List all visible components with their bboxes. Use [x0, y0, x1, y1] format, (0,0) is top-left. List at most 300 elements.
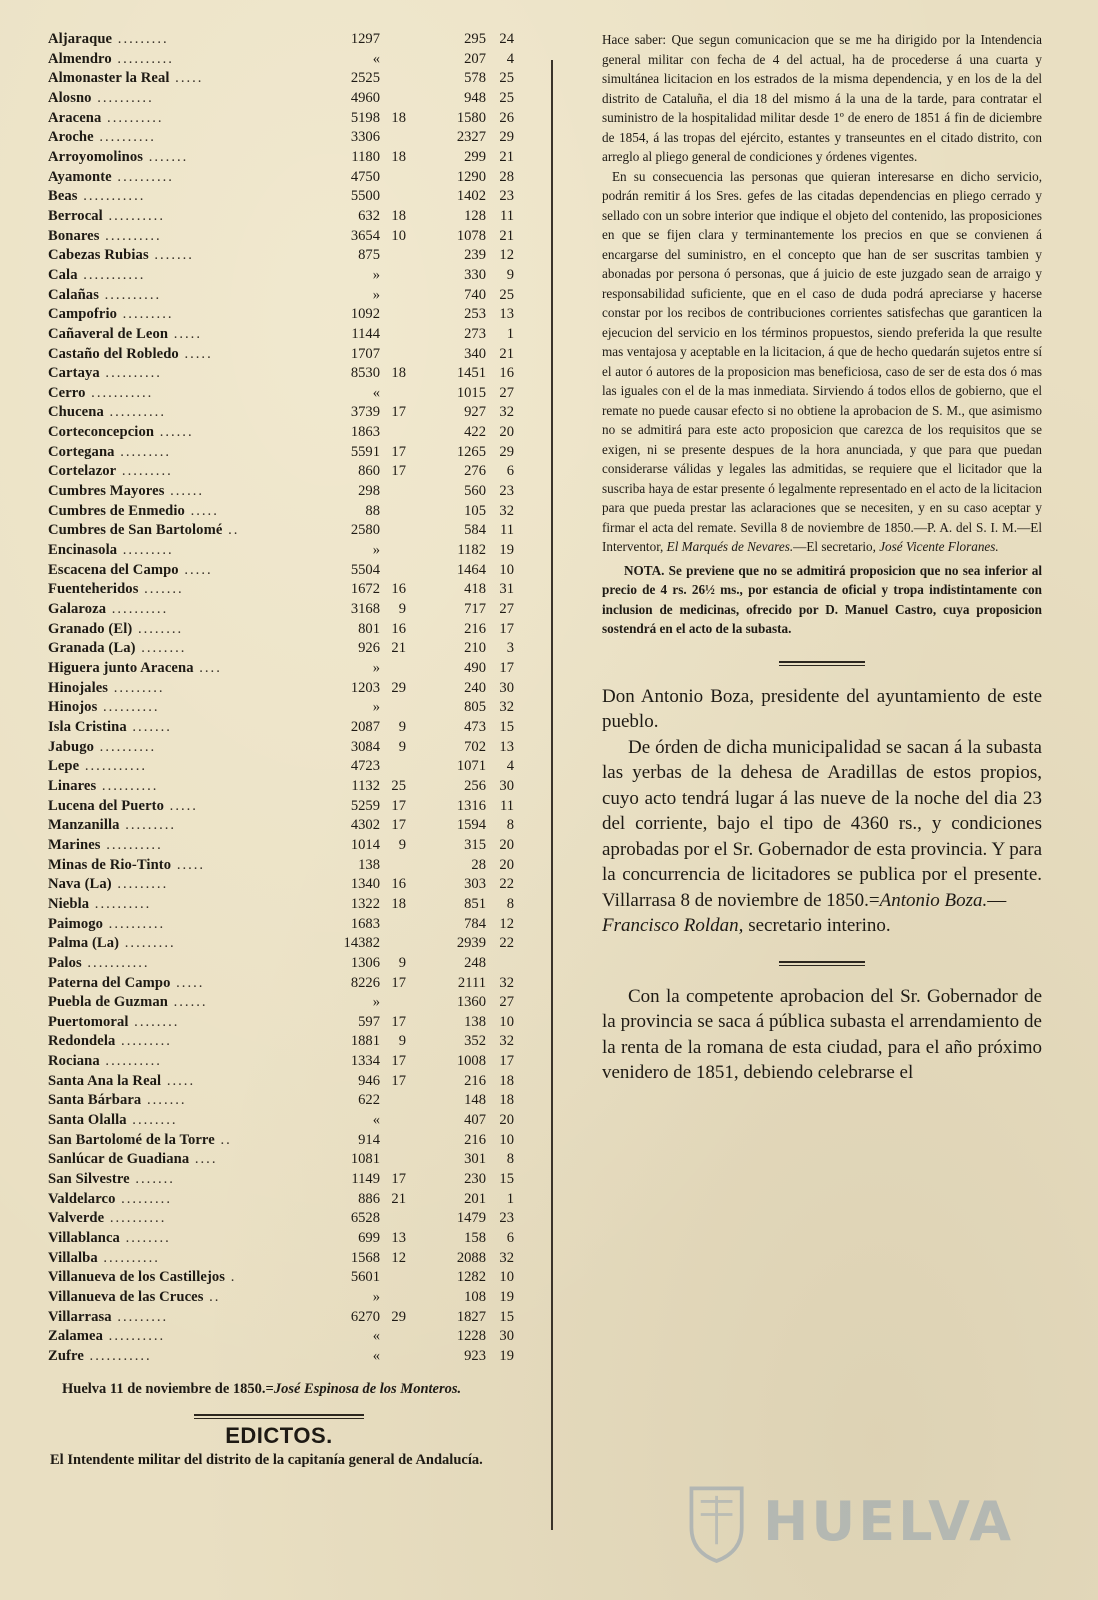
town-v1: 1672 — [350, 581, 380, 598]
leader-dots: .... — [189, 1151, 218, 1168]
town-v4: 24 — [499, 31, 514, 47]
town-v1: 1297 — [350, 31, 380, 47]
table-row — [48, 109, 514, 129]
town-v4: 10 — [499, 561, 514, 578]
table-row — [48, 384, 514, 404]
town-v1: 1306 — [350, 954, 380, 971]
left-signature-text: Huelva 11 de noviembre de 1850.= — [62, 1380, 274, 1397]
notice-signer-secretario: José Vicente Floranes. — [879, 539, 999, 554]
town-v3: 923 — [464, 1347, 486, 1364]
town-v2: 12 — [391, 1249, 406, 1266]
town-name — [48, 325, 328, 345]
town-v3: 108 — [464, 1289, 486, 1305]
town-v4: 6 — [506, 1230, 514, 1247]
town-v2: 18 — [391, 895, 406, 912]
town-v1: 88 — [365, 502, 380, 519]
leader-dots: .......... — [94, 738, 157, 755]
town-name-text: Lucena del Puerto — [48, 797, 165, 814]
town-name-text: Granada (La) — [48, 640, 136, 657]
leader-dots: ......... — [116, 463, 173, 480]
town-v2: 16 — [391, 876, 406, 893]
town-name — [48, 738, 328, 758]
town-v2 — [380, 89, 406, 109]
town-v1: 622 — [358, 1092, 380, 1109]
boza-body-text: De órden de dicha municipalidad se sacan á la subasta las yerbas de la dehesa de Aradillas de estos propios, cuyo acto tendrá lugar á las nueve de la noche del dia 23 del corriente, bajo el tipo de 4360 rs., y condiciones aprobadas por el Sr. Gobernador de esta provincia. Y para la concurrencia de licitadores se publica por el presente. Villarrasa 8 de noviembre de 1850.= — [602, 736, 1042, 911]
leader-dots: .......... — [97, 699, 160, 716]
town-name-text: Cerro — [48, 384, 86, 401]
town-v4 — [486, 954, 514, 974]
town-name — [48, 1288, 328, 1308]
town-v2: 10 — [391, 227, 406, 244]
town-v2 — [380, 1091, 406, 1111]
table-row — [48, 462, 514, 482]
town-v1: 1322 — [350, 895, 380, 912]
table-row — [48, 856, 514, 876]
town-v3: 948 — [464, 89, 486, 106]
town-v4: 26 — [499, 109, 514, 126]
town-name — [48, 109, 328, 129]
town-name-text: Santa Ana la Real — [48, 1072, 162, 1089]
town-v4: 32 — [499, 502, 514, 519]
table-row — [48, 1288, 514, 1308]
town-v3: 248 — [464, 954, 486, 971]
town-v2 — [380, 30, 406, 50]
town-v1: 699 — [358, 1230, 380, 1247]
town-name-text: Campofrio — [48, 306, 117, 323]
town-v1: 1203 — [350, 679, 380, 696]
table-row — [48, 561, 514, 581]
town-v4: 18 — [499, 1072, 514, 1089]
town-v2 — [380, 856, 406, 876]
town-v3: 303 — [464, 876, 486, 893]
town-v3: 273 — [464, 325, 486, 342]
leader-dots: .......... — [99, 365, 162, 382]
town-name — [48, 246, 328, 266]
town-name-text: Sanlúcar de Guadiana — [48, 1151, 190, 1168]
town-name — [48, 836, 328, 856]
table-row — [48, 266, 514, 286]
town-v1: 1092 — [350, 306, 380, 323]
town-v4: 15 — [499, 1308, 514, 1325]
town-name — [48, 659, 328, 679]
town-name-text: Villarrasa — [48, 1308, 112, 1325]
town-v3: 1402 — [456, 188, 486, 205]
town-v1: 6528 — [350, 1210, 380, 1227]
town-name — [48, 50, 328, 70]
town-name-text: Zalamea — [48, 1328, 104, 1345]
town-name-text: Galaroza — [48, 601, 107, 618]
town-name-text: Higuera junto Aracena — [48, 660, 194, 676]
town-name — [48, 227, 328, 247]
town-v3: 105 — [464, 502, 486, 519]
town-v3: 340 — [464, 345, 486, 362]
table-row — [48, 875, 514, 895]
leader-dots: ....... — [138, 581, 184, 598]
town-v2 — [380, 1268, 406, 1288]
leader-dots: ...... — [164, 483, 205, 500]
town-v4: 32 — [499, 699, 514, 716]
leader-dots: ........... — [83, 1347, 152, 1364]
town-v4: 12 — [499, 247, 514, 264]
town-v2: 18 — [391, 148, 406, 165]
town-v2 — [380, 502, 406, 522]
town-v3: 207 — [464, 50, 486, 67]
table-row — [48, 482, 514, 502]
town-v2: 21 — [391, 1190, 406, 1207]
leader-dots: .......... — [101, 109, 164, 126]
town-name — [48, 89, 328, 109]
town-v4: 32 — [499, 974, 514, 991]
leader-dots: ........... — [81, 954, 150, 971]
town-v4: 22 — [499, 935, 514, 952]
town-name-text: Ayamonte — [48, 168, 112, 185]
town-v1: 914 — [358, 1131, 380, 1148]
town-v4: 21 — [499, 227, 514, 244]
town-v1: « — [372, 50, 380, 67]
town-v1: 138 — [358, 856, 380, 873]
town-v2 — [380, 246, 406, 266]
town-name — [48, 816, 328, 836]
town-v4: 3 — [506, 640, 514, 657]
left-column — [48, 30, 514, 1470]
town-v3: 210 — [464, 640, 486, 657]
town-name-text: Santa Olalla — [48, 1112, 127, 1129]
table-row — [48, 1209, 514, 1229]
boza-sep: — — [987, 889, 1007, 911]
town-name-text: Bonares — [48, 227, 100, 244]
town-name — [48, 856, 328, 876]
town-v3: 1015 — [456, 384, 486, 401]
town-name-text: Villanueva de los Castillejos — [48, 1269, 226, 1286]
notice-consecuencia-text: En su consecuencia las personas que quieran interesarse en dicho servicio, podrán remitir á los Sres. gefes de las citadas dependencias en pliego cerrado y sellado con un sobre interior que indique el objeto del contenido, las proposiciones en que se fijen clara y terminantemente los precios en que se convienen á encargarse del suministro, en el concepto que han de ser suscritas tambien y abonadas por persona ó personas, que á juicio de este juzgado sean de arraigo y responsabilidad suficiente, que en el caso de duda podrá apreciarse y hacerse constar por los recibos de contribuciones corrientes satisfechas que garanticen la ejecucion del servicio en los términos propuestos, siendo preferida la que resulte mas ventajosa y aceptable en la licitacion, á que de hecho quedarán sujetos entre sí el autor ó autores de la proposicion mas beneficiosa, caso de ser de esta dos ó mas las iguales con el de la mas inmediata. Sirviendo á todos ellos de gobierno, que el remate no puede causar efecto si no obtiene la aprobacion de S. M., que asimismo no se admitirá para este acto proposicion que carezca de los requisitos que se exigen, ni se presente despues de la hora anunciada, y que para que puedan considerarse válidas y legales las admitidas, se requiere que el licitador que la suscriba haya de estar presente ó legalmente representado en el acto de la licitacion para que pueda prestar las aclaraciones que se necesiten, y en su caso aceptar y firmar el acta del remate. Sevilla 8 de noviembre de 1850.—P. A. del S. I. M.—El Interventor, — [602, 168, 1042, 554]
town-name-text: Marines — [48, 836, 101, 853]
table-row — [48, 187, 514, 207]
town-v2: 21 — [391, 640, 406, 657]
boza-signer: Antonio Boza. — [879, 889, 988, 911]
town-v3: 216 — [464, 620, 486, 637]
town-v2: 17 — [391, 817, 406, 834]
table-row — [48, 227, 514, 247]
town-v1: 1683 — [350, 915, 380, 932]
table-row — [48, 738, 514, 758]
watermark — [684, 1466, 1014, 1576]
leader-dots: ........ — [135, 640, 187, 657]
town-name — [48, 1229, 328, 1249]
leader-dots: .......... — [99, 227, 162, 244]
town-v2 — [380, 915, 406, 935]
table-row — [48, 305, 514, 325]
leader-dots: .......... — [111, 168, 174, 185]
town-v4: 19 — [499, 542, 514, 559]
town-name-text: Zufre — [48, 1347, 84, 1364]
town-name — [48, 266, 328, 286]
town-name — [48, 698, 328, 718]
town-v4: 8 — [506, 817, 514, 834]
town-v2: 17 — [391, 1013, 406, 1030]
column-rule — [551, 60, 553, 1530]
town-v1: 1144 — [351, 325, 380, 342]
town-v2 — [380, 345, 406, 365]
town-v2 — [380, 1327, 406, 1347]
town-v3: 240 — [464, 679, 486, 696]
town-name-text: Santa Bárbara — [48, 1092, 142, 1109]
town-name-text: Granado (El) — [48, 620, 133, 637]
town-v1: 2580 — [350, 522, 380, 539]
town-v2 — [380, 266, 406, 286]
town-v3: 128 — [464, 207, 486, 224]
town-name — [48, 875, 328, 895]
table-row — [48, 777, 514, 797]
town-v4: 10 — [499, 1013, 514, 1030]
leader-dots: ....... — [126, 718, 172, 735]
town-name-text: Corteconcepcion — [48, 424, 155, 441]
town-v3: 578 — [464, 70, 486, 87]
town-v4: 20 — [499, 1112, 514, 1129]
notice-divider-1 — [779, 661, 865, 666]
town-name — [48, 600, 328, 620]
leader-dots: ...... — [167, 994, 208, 1011]
town-v1: 926 — [358, 640, 380, 657]
town-v1: » — [372, 266, 380, 283]
table-row — [48, 30, 514, 50]
leader-dots: ........ — [132, 620, 184, 637]
town-name-text: Isla Cristina — [48, 718, 127, 735]
table-row — [48, 895, 514, 915]
town-v1: » — [372, 994, 380, 1011]
leader-dots: ..... — [184, 502, 219, 519]
town-name — [48, 1032, 328, 1052]
town-name-text: Calañas — [48, 286, 99, 303]
town-v4: 20 — [499, 856, 514, 873]
town-v1: « — [372, 1347, 380, 1364]
town-v4: 4 — [506, 50, 514, 67]
town-v1: 1180 — [351, 148, 380, 165]
table-row — [48, 1131, 514, 1151]
town-v1: 1863 — [350, 424, 380, 441]
leader-dots: ..... — [171, 856, 206, 873]
town-v4: 27 — [499, 994, 514, 1011]
town-v3: 216 — [464, 1072, 486, 1089]
town-v4: 27 — [499, 384, 514, 401]
leader-dots: ........ — [119, 1230, 171, 1247]
leader-dots: ......... — [111, 1308, 169, 1325]
town-name — [48, 1308, 328, 1328]
table-row — [48, 639, 514, 659]
town-name-text: Villalba — [48, 1249, 98, 1266]
town-v2: 29 — [391, 679, 406, 696]
town-v2 — [380, 50, 406, 70]
town-v2: 9 — [398, 836, 406, 853]
town-v4: 32 — [499, 1249, 514, 1266]
town-name-text: Cumbres Mayores — [48, 483, 165, 500]
table-row — [48, 148, 514, 168]
town-v3: 230 — [464, 1171, 486, 1188]
town-name — [48, 482, 328, 502]
notice-signer-interventor: El Marqués de Nevares. — [666, 539, 794, 554]
town-v1: » — [372, 286, 380, 303]
leader-dots: ......... — [112, 31, 169, 47]
table-row — [48, 915, 514, 935]
town-name — [48, 974, 328, 994]
table-row — [48, 69, 514, 89]
town-name-text: Linares — [48, 777, 97, 794]
town-v3: 1479 — [456, 1210, 486, 1227]
town-v2 — [380, 482, 406, 502]
town-v1: 597 — [358, 1013, 380, 1030]
town-v1: 875 — [358, 247, 380, 264]
leader-dots: . — [225, 1269, 237, 1286]
town-name — [48, 443, 328, 463]
town-name-text: Cortegana — [48, 443, 115, 460]
town-v3: 201 — [464, 1190, 486, 1207]
town-v4: 17 — [499, 660, 514, 676]
table-row — [48, 1268, 514, 1288]
leader-dots: .......... — [106, 601, 169, 618]
town-name-text: Arroyomolinos — [48, 148, 144, 165]
town-v2: 9 — [398, 601, 406, 618]
town-v1: 8226 — [350, 974, 380, 991]
town-v4: 30 — [499, 679, 514, 696]
leader-dots: .......... — [89, 895, 152, 912]
town-v3: 1282 — [456, 1269, 486, 1286]
town-v2: 9 — [398, 954, 406, 971]
town-v1: 946 — [358, 1072, 380, 1089]
table-row — [48, 757, 514, 777]
town-v3: 1071 — [456, 758, 486, 775]
table-row — [48, 1249, 514, 1269]
town-v1: 1334 — [350, 1053, 380, 1070]
town-v1: 1568 — [350, 1249, 380, 1266]
town-name — [48, 403, 328, 423]
leader-dots: .......... — [103, 404, 166, 421]
edictos-subtitle: El Intendente militar del distrito de la capitanía general de Andalucía. — [50, 1452, 483, 1469]
town-name-text: San Silvestre — [48, 1171, 130, 1188]
town-name — [48, 915, 328, 935]
table-row — [48, 797, 514, 817]
leader-dots: ..... — [178, 561, 213, 578]
town-v2 — [380, 128, 406, 148]
town-v3: 702 — [464, 738, 486, 755]
towns-table-body — [48, 30, 514, 1367]
right-column — [602, 30, 1042, 1086]
town-name — [48, 1072, 328, 1092]
notice-divider-2 — [779, 961, 865, 966]
leader-dots: ....... — [148, 247, 194, 264]
leader-dots: .......... — [100, 836, 163, 853]
town-name — [48, 1170, 328, 1190]
town-v2 — [380, 384, 406, 404]
town-name — [48, 128, 328, 148]
town-v2: 18 — [391, 109, 406, 126]
leader-dots: ..... — [168, 325, 202, 342]
town-v1: 5259 — [350, 797, 380, 814]
town-v3: 216 — [464, 1131, 486, 1148]
table-row — [48, 1347, 514, 1367]
leader-dots: ........... — [85, 384, 154, 401]
table-row — [48, 325, 514, 345]
table-row — [48, 698, 514, 718]
town-v3: 239 — [464, 247, 486, 264]
town-v1: 5198 — [350, 109, 380, 126]
leader-dots: ......... — [119, 817, 177, 834]
town-name-text: Palma (La) — [48, 935, 120, 952]
town-v4: 9 — [506, 266, 514, 283]
section-divider — [194, 1414, 364, 1419]
town-name — [48, 1190, 328, 1210]
table-row — [48, 1327, 514, 1347]
town-v2 — [380, 168, 406, 188]
leader-dots: .......... — [99, 1053, 162, 1070]
town-name-text: Villanueva de las Cruces — [48, 1289, 204, 1305]
town-name — [48, 580, 328, 600]
town-v3: 740 — [464, 286, 486, 303]
table-row — [48, 974, 514, 994]
town-name — [48, 620, 328, 640]
town-name-text: Lepe — [48, 758, 80, 775]
town-v3: 717 — [464, 601, 486, 618]
town-v1: « — [372, 1328, 380, 1345]
town-v1: 5601 — [350, 1269, 380, 1286]
town-v1: 3084 — [350, 738, 380, 755]
town-name-text: Manzanilla — [48, 817, 120, 834]
town-name-text: Puebla de Guzman — [48, 994, 168, 1011]
town-name-text: Escacena del Campo — [48, 561, 179, 578]
town-v3: 1360 — [456, 994, 486, 1011]
town-v3: 1228 — [456, 1328, 486, 1345]
town-name — [48, 757, 328, 777]
town-v1: 1340 — [350, 876, 380, 893]
table-row — [48, 89, 514, 109]
town-name-text: Almendro — [48, 50, 112, 67]
table-row — [48, 502, 514, 522]
town-v1: 1132 — [351, 777, 380, 794]
town-name — [48, 286, 328, 306]
town-name — [48, 1131, 328, 1151]
town-name — [48, 30, 328, 50]
town-v1: 1014 — [350, 836, 380, 853]
leader-dots: .......... — [111, 50, 174, 67]
town-name — [48, 1013, 328, 1033]
town-name-text: Puertomoral — [48, 1013, 129, 1030]
town-name — [48, 993, 328, 1013]
town-v2: 13 — [391, 1230, 406, 1247]
town-v4: 17 — [499, 1053, 514, 1070]
town-v3: 158 — [464, 1230, 486, 1247]
town-v4: 27 — [499, 601, 514, 618]
town-name-text: Jabugo — [48, 738, 95, 755]
town-v4: 4 — [506, 758, 514, 775]
town-v4: 30 — [499, 777, 514, 794]
town-v2 — [380, 286, 406, 306]
leader-dots: .......... — [103, 915, 166, 932]
town-v2 — [380, 69, 406, 89]
town-v4: 21 — [499, 148, 514, 165]
town-name — [48, 1091, 328, 1111]
town-name — [48, 1150, 328, 1170]
town-name — [48, 561, 328, 581]
town-name — [48, 462, 328, 482]
town-name — [48, 934, 328, 954]
town-name — [48, 1052, 328, 1072]
table-row — [48, 1052, 514, 1072]
town-v1: » — [372, 699, 380, 716]
leader-dots: ........ — [126, 1112, 178, 1129]
town-v1: 4960 — [350, 89, 380, 106]
town-name — [48, 639, 328, 659]
town-v2 — [380, 561, 406, 581]
town-v2: 18 — [391, 207, 406, 224]
leader-dots: ....... — [141, 1092, 187, 1109]
